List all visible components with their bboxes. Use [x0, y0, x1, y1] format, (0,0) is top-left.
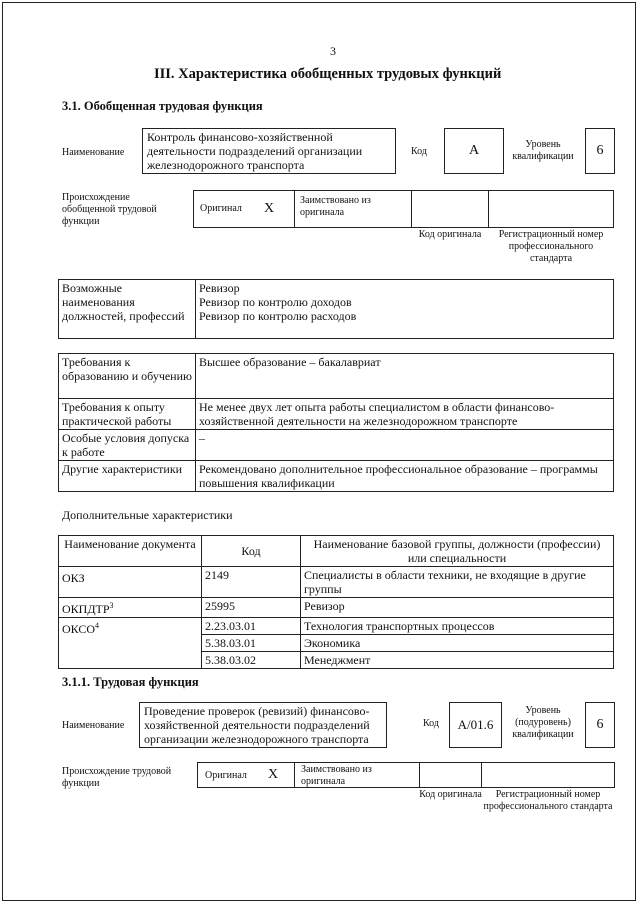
row-doc: ОКПДТР$^3$: [59, 598, 202, 618]
row-code: 25995: [202, 598, 301, 618]
gtf-code-value: А: [444, 128, 504, 174]
gtf-reg-number-caption: Регистрационный номер профессионального стандарта: [498, 229, 604, 264]
position-item: Ревизор по контролю расходов: [199, 309, 357, 323]
gtf-borrowed-box: [294, 190, 412, 228]
row-code: 2149: [202, 567, 301, 598]
tf-level-value: 6: [585, 702, 615, 748]
header-code: Код: [202, 536, 301, 567]
gtf-borrowed-label: Заимствовано из оригинала: [300, 195, 371, 218]
gtf-heading: 3.1. Обобщенная трудовая функция: [62, 99, 263, 113]
position-item: Ревизор по контролю доходов: [199, 295, 352, 309]
tf-reg-number-box: [481, 762, 615, 788]
gtf-level-value: 6: [585, 128, 615, 174]
gtf-code-label: Код: [411, 146, 427, 157]
table-row: [59, 618, 614, 635]
gtf-name-value: Контроль финансово-хозяйственной деятельности подразделений организации железнодорожного транспорта: [147, 130, 363, 172]
tf-origin-label: Происхождение трудовой функции: [62, 766, 172, 789]
requirements-table: [58, 353, 614, 492]
requirement-row: [59, 461, 614, 492]
row-doc: ОКЗ: [59, 567, 202, 598]
row-code: 5.38.03.01: [202, 635, 301, 652]
requirement-value: Не менее двух лет опыта работы специалистом в области финансово-хозяйственной деятельности на железнодорожном транспорте: [196, 399, 614, 430]
requirement-row: [59, 430, 614, 461]
tf-name-label: Наименование: [62, 720, 125, 731]
page-number: 3: [330, 44, 336, 58]
requirement-label: Требования к опыту практической работы: [59, 399, 196, 430]
tf-level-label: Уровень (подуровень) квалификации: [512, 705, 574, 740]
additional-table: [58, 535, 614, 669]
tf-orig-code-box: [419, 762, 482, 788]
table-row: [59, 598, 614, 618]
gtf-reg-number-box: [488, 190, 614, 228]
row-code: 5.38.03.02: [202, 652, 301, 669]
tf-original-box: [197, 762, 295, 788]
gtf-original-label: Оригинал: [200, 203, 242, 214]
positions-table: [58, 279, 614, 339]
gtf-original-box: [193, 190, 295, 228]
row-doc: ОКСО$^4$: [59, 618, 202, 669]
tf-reg-number-caption: Регистрационный номер профессионального стандарта: [483, 789, 613, 812]
tf-heading: 3.1.1. Трудовая функция: [62, 675, 199, 689]
row-name: Специалисты в области техники, не входящие в другие группы: [301, 567, 614, 598]
requirement-row: [59, 354, 614, 399]
gtf-name-box: [142, 128, 396, 174]
gtf-original-mark: Х: [264, 201, 275, 216]
row-name: Технология транспортных процессов: [301, 618, 614, 635]
requirement-label: Другие характеристики: [59, 461, 196, 492]
gtf-orig-code-box: [411, 190, 489, 228]
gtf-orig-code-caption: Код оригинала: [418, 229, 482, 240]
gtf-name-label: Наименование: [62, 147, 125, 158]
requirement-value: Высшее образование – бакалавриат: [196, 354, 614, 399]
header-name: Наименование базовой группы, должности (профессии) или специальности: [301, 536, 614, 567]
tf-name-box: [139, 702, 387, 748]
section-title: III. Характеристика обобщенных трудовых функций: [154, 66, 502, 82]
additional-header-row: [59, 536, 614, 567]
requirement-label: Требования к образованию и обучению: [59, 354, 196, 399]
tf-original-mark: Х: [268, 767, 279, 782]
tf-code-label: Код: [423, 718, 439, 729]
tf-borrowed-box: [294, 762, 420, 788]
requirement-value: –: [196, 430, 614, 461]
tf-name-value: Проведение проверок (ревизий) финансово-хозяйственной деятельности подразделений организации железнодорожного транспорта: [144, 704, 370, 746]
positions-label: Возможные наименования должностей, профессий: [59, 280, 196, 339]
gtf-level-label: Уровень квалификации: [512, 139, 574, 162]
gtf-origin-label: Происхождение обобщенной трудовой функции: [62, 192, 157, 227]
tf-borrowed-label: Заимствовано из оригинала: [301, 764, 372, 787]
header-doc: Наименование документа: [59, 536, 202, 567]
requirement-label: Особые условия допуска к работе: [59, 430, 196, 461]
row-name: Менеджмент: [301, 652, 614, 669]
tf-orig-code-caption: Код оригинала: [419, 789, 482, 800]
additional-heading: Дополнительные характеристики: [62, 508, 233, 522]
requirement-value: Рекомендовано дополнительное профессиональное образование – программы повышения квалификации: [196, 461, 614, 492]
row-name: Экономика: [301, 635, 614, 652]
row-name: Ревизор: [301, 598, 614, 618]
row-code: 2.23.03.01: [202, 618, 301, 635]
position-item: Ревизор: [199, 281, 240, 295]
requirement-row: [59, 399, 614, 430]
tf-code-value: А/01.6: [449, 702, 502, 748]
table-row: [59, 567, 614, 598]
tf-original-label: Оригинал: [205, 770, 247, 781]
positions-values: [196, 280, 614, 339]
